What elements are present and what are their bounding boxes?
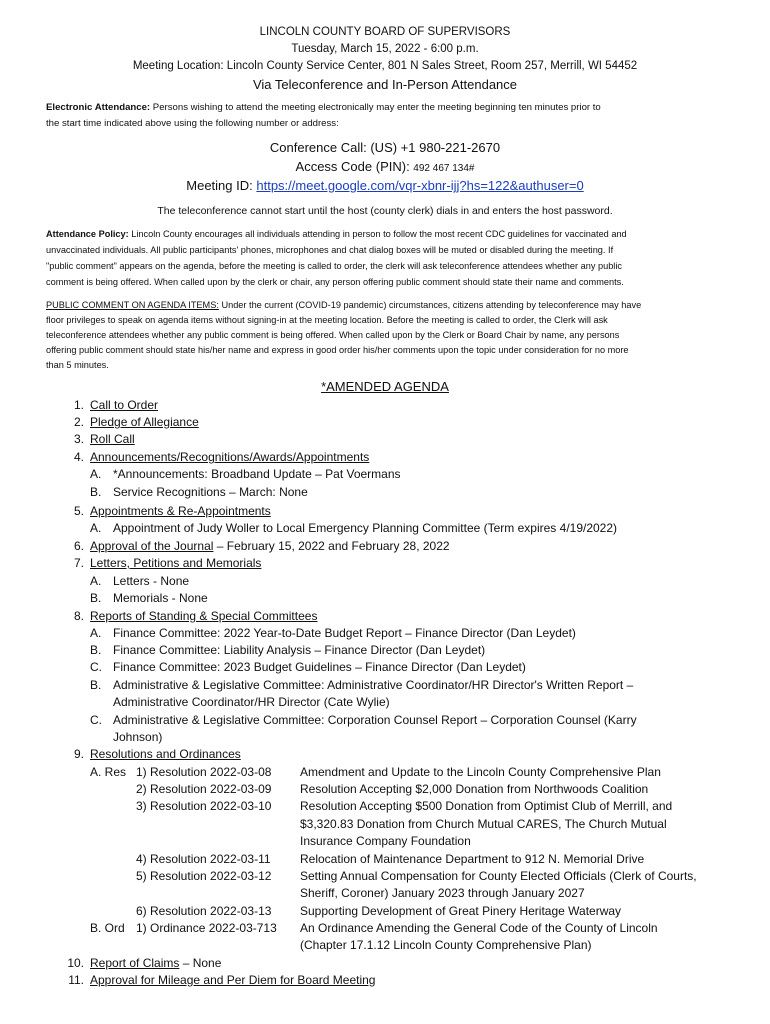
- subitem-text: Appointment of Judy Woller to Local Emergency Planning Committee (Term expires 4/19/2022): [113, 521, 618, 535]
- item-detail: – None: [179, 956, 222, 970]
- electronic-label: Electronic Attendance:: [46, 102, 151, 113]
- item-text: Announcements/Recognitions/Awards/Appointments: [90, 450, 370, 464]
- subitem-text: *Announcements: Broadband Update – Pat Voermans: [113, 467, 401, 481]
- resolution-desc: Relocation of Maintenance Department to 912 N. Memorial Drive: [300, 852, 645, 866]
- meeting-link[interactable]: https://meet.google.com/vqr-xbnr-ijj?hs=122&authuser=0: [256, 178, 584, 193]
- subitem-text: Administrative & Legislative Committee: Administrative Coordinator/HR Director's Written Report –: [113, 678, 634, 692]
- resolution-id: 4) Resolution 2022-03-11: [136, 852, 271, 866]
- item-number: 8.: [73, 609, 84, 623]
- agenda-title-text: *AMENDED AGENDA: [321, 379, 449, 394]
- item-text: Approval for Mileage and Per Diem for Board Meeting: [90, 973, 376, 987]
- subitem-letter: C.: [90, 713, 102, 727]
- item-number: 5.: [73, 504, 84, 518]
- public-comment-label: PUBLIC COMMENT ON AGENDA ITEMS:: [46, 300, 219, 310]
- meeting-id-label: Meeting ID:: [186, 178, 257, 193]
- ordinance-id: 1) Ordinance 2022-03-713: [136, 921, 277, 935]
- attendance-policy: [46, 226, 726, 290]
- item-number: 3.: [73, 432, 84, 446]
- agenda-title: [0, 379, 770, 394]
- subitem-letter: B.: [90, 643, 102, 657]
- ord-section-label: B. Ord: [90, 921, 125, 935]
- board-name: LINCOLN COUNTY BOARD OF SUPERVISORS: [259, 26, 511, 38]
- pc-line1: Under the current (COVID-19 pandemic) circumstances, citizens attending by teleconference may have: [218, 300, 642, 310]
- subitem-text: Finance Committee: 2023 Budget Guidelines – Finance Director (Dan Leydet): [113, 660, 526, 674]
- item-detail: – February 15, 2022 and February 28, 2022: [213, 539, 450, 553]
- subitem-letter: A.: [90, 521, 102, 535]
- pc-line5: than 5 minutes.: [46, 360, 109, 370]
- attendance-mode: Via Teleconference and In-Person Attendance: [252, 77, 518, 92]
- policy-label: Attendance Policy:: [46, 229, 129, 239]
- policy-line3: "public comment" appears on the agenda, before the meeting is called to order, the clerk will ask teleconference attendees whether any public: [46, 261, 622, 271]
- teleconference-note: The teleconference cannot start until the host (county clerk) dials in and enters the host password.: [157, 205, 613, 217]
- subitem-text: Finance Committee: Liability Analysis – Finance Director (Dan Leydet): [113, 643, 486, 657]
- resolution-desc: Supporting Development of Great Pinery Heritage Waterway: [300, 904, 622, 918]
- item-number: 7.: [73, 556, 84, 570]
- resolution-desc: Amendment and Update to the Lincoln County Comprehensive Plan: [300, 765, 661, 779]
- policy-line1: Lincoln County encourages all individuals attending in person to follow the most recent CDC guidelines for vaccinated and: [128, 229, 627, 239]
- subitem-text: Finance Committee: 2022 Year-to-Date Budget Report – Finance Director (Dan Leydet): [113, 626, 576, 640]
- subitem-letter: B.: [90, 485, 102, 499]
- resolution-id: 6) Resolution 2022-03-13: [136, 904, 272, 918]
- conference-call: Conference Call: (US) +1 980-221-2670: [269, 140, 501, 155]
- subitem-text: Service Recognitions – March: None: [113, 485, 308, 499]
- policy-line4: comment is being offered. When called upon by the clerk or chair, any person offering public comment should state their name and comments.: [46, 277, 624, 287]
- subitem-text: Administrative & Legislative Committee: Corporation Counsel Report – Corporation Counsel (Karry: [113, 713, 637, 727]
- meeting-date: Tuesday, March 15, 2022 - 6:00 p.m.: [291, 43, 479, 55]
- public-comment: [46, 298, 726, 373]
- pc-line4: offering public comment should state his/her name and express in good order his/her comments upon the topic under consideration for no more: [46, 345, 629, 355]
- ordinance-desc: An Ordinance Amending the General Code of the County of Lincoln: [300, 921, 658, 935]
- resolution-desc-cont: Sheriff, Coroner) January 2023 through January 2027: [300, 886, 585, 900]
- subitem-letter: B.: [90, 591, 102, 605]
- subitem-letter: B.: [90, 678, 102, 692]
- resolution-id: 3) Resolution 2022-03-10: [136, 799, 272, 813]
- item-text: Call to Order: [90, 398, 159, 412]
- meeting-id-line: [0, 176, 770, 196]
- resolution-desc: Resolution Accepting $2,000 Donation from Northwoods Coalition: [300, 782, 649, 796]
- item-text: Pledge of Allegiance: [90, 415, 199, 429]
- subitem-letter: C.: [90, 660, 102, 674]
- item-number: 9.: [73, 747, 84, 761]
- item-number: 2.: [73, 415, 84, 429]
- electronic-line1: Persons wishing to attend the meeting electronically may enter the meeting beginning ten minutes prior to: [150, 102, 601, 113]
- item-text: Approval of the Journal: [90, 539, 214, 553]
- item-number: 6.: [73, 539, 84, 553]
- subitem-text: Letters - None: [113, 574, 190, 588]
- policy-line2: unvaccinated individuals. All public participants' phones, microphones and chat dialog boxes will be muted or disabled during the meeting. If: [46, 245, 614, 255]
- resolution-id: 5) Resolution 2022-03-12: [136, 869, 272, 883]
- item-number: 1.: [73, 398, 84, 412]
- item-text: Report of Claims: [90, 956, 180, 970]
- item-text: Reports of Standing & Special Committees: [90, 609, 318, 623]
- item-text: Roll Call: [90, 432, 135, 446]
- subitem-text: Memorials - None: [113, 591, 208, 605]
- item-text: Letters, Petitions and Memorials: [90, 556, 262, 570]
- res-section-label: A. Res: [90, 765, 127, 779]
- resolution-desc-cont: Insurance Company Foundation: [300, 834, 471, 848]
- electronic-line2: the start time indicated above using the following number or address:: [46, 117, 339, 129]
- item-text: Resolutions and Ordinances: [90, 747, 241, 761]
- resolution-desc: Setting Annual Compensation for County Elected Officials (Clerk of Courts,: [300, 869, 697, 883]
- meeting-location: Meeting Location: Lincoln County Service Center, 801 N Sales Street, Room 257, Merrill, WI 54452: [132, 60, 638, 72]
- item-number: 11.: [68, 973, 84, 987]
- subitem-letter: A.: [90, 467, 102, 481]
- subitem-text-cont: Administrative Coordinator/HR Director (Cate Wylie): [113, 695, 390, 709]
- resolution-desc-cont: $3,320.83 Donation from Church Mutual CARES, The Church Mutual: [300, 817, 667, 831]
- subitem-text-cont: Johnson): [113, 730, 163, 744]
- resolution-desc: Resolution Accepting $500 Donation from Optimist Club of Merrill, and: [300, 799, 673, 813]
- item-number: 4.: [73, 450, 84, 464]
- item-text: Appointments & Re-Appointments: [90, 504, 271, 518]
- pc-line3: teleconference attendees whether any public comment is being offered. When called upon by the Clerk or Board Chair by name, any persons: [46, 330, 620, 340]
- item-number: 10.: [67, 956, 84, 970]
- resolution-id: 1) Resolution 2022-03-08: [136, 765, 272, 779]
- access-code-value: 492 467 134#: [413, 163, 475, 174]
- access-code-label: Access Code (PIN):: [295, 159, 414, 174]
- ordinance-desc-cont: (Chapter 17.1.12 Lincoln County Comprehensive Plan): [300, 938, 592, 952]
- subitem-letter: A.: [90, 626, 102, 640]
- pc-line2: floor privileges to speak on agenda items without signing-in at the meeting location. Before the meeting is called to order, the Clerk will ask: [46, 315, 608, 325]
- electronic-attendance: [46, 100, 726, 131]
- resolution-id: 2) Resolution 2022-03-09: [136, 782, 272, 796]
- subitem-letter: A.: [90, 574, 102, 588]
